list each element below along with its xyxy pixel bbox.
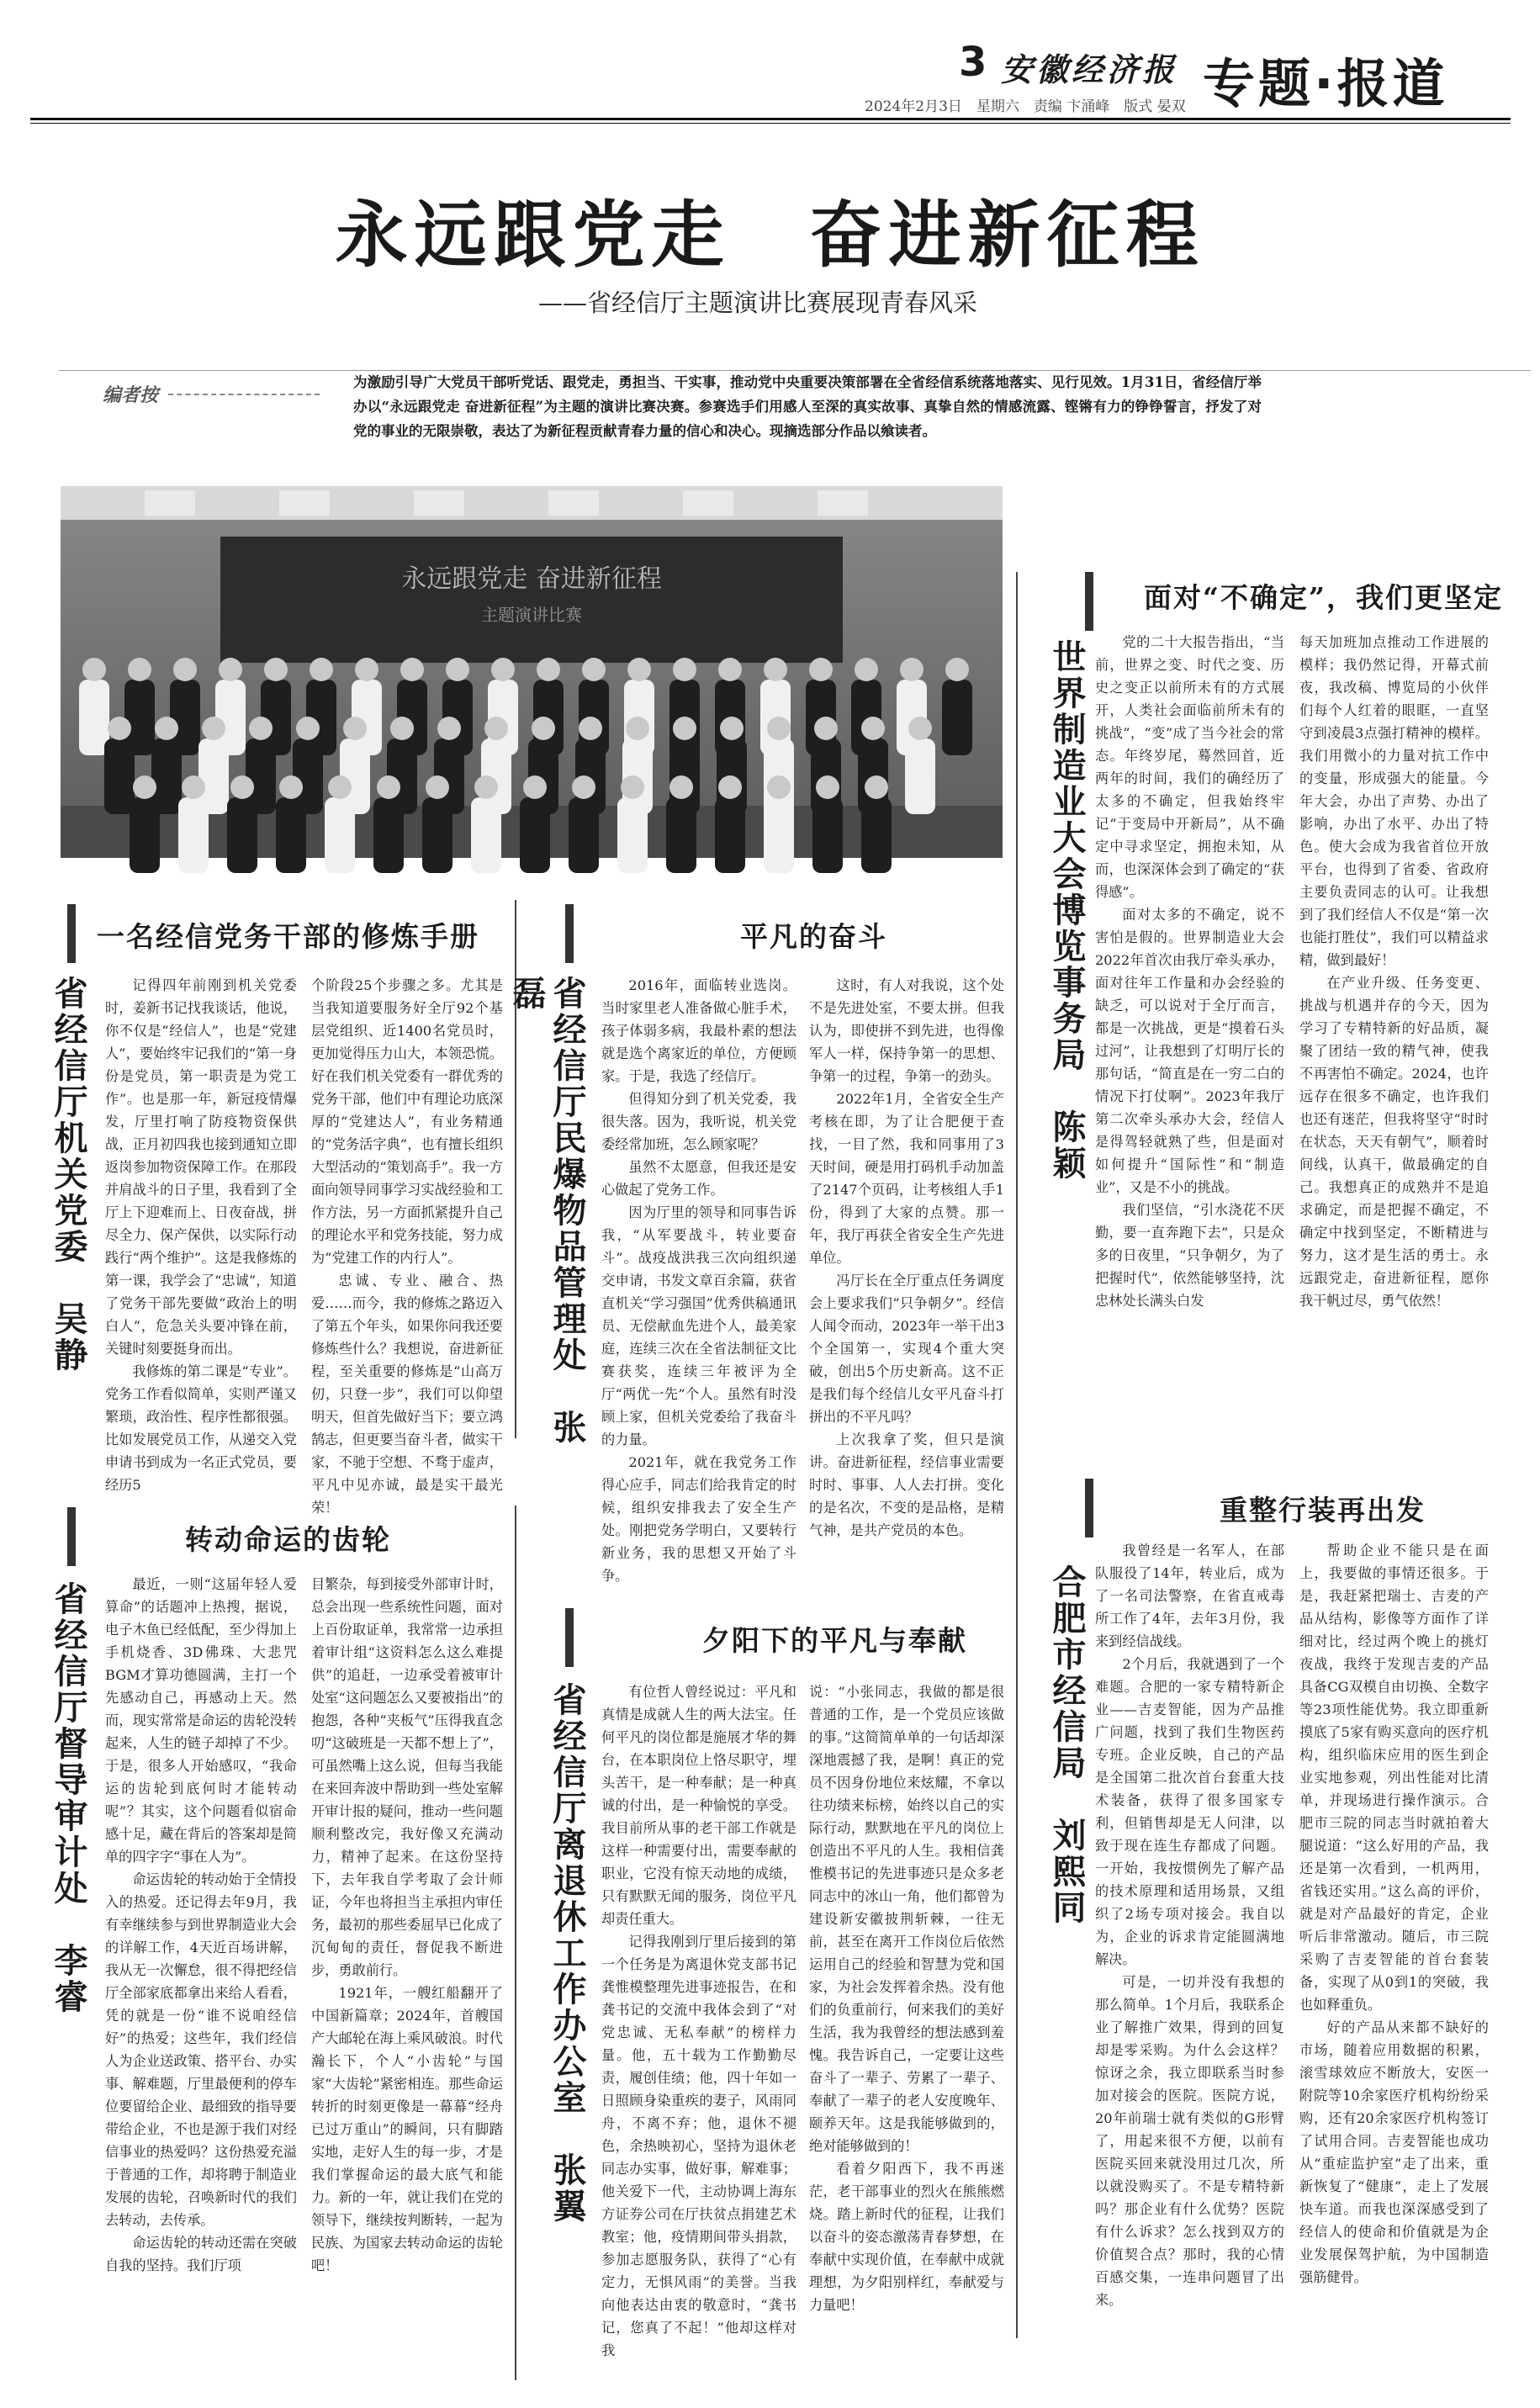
person-head (437, 717, 461, 740)
person-body (422, 797, 452, 873)
person-head (202, 717, 225, 740)
article-3-title: 面对“不确定”，我们更坚定 (1144, 581, 1503, 614)
person-head (182, 775, 205, 799)
person-head (718, 658, 742, 681)
header-rule-thin (30, 123, 1511, 124)
person-head (814, 717, 838, 740)
paragraph: 我修炼的第二课是“专业”。党务工作看似简单，实则严谨又繁琐，政治性、程序性都很强。比如发展党员工作，从递交入党申请书到成为一名正式党员，要经历5 (105, 1363, 297, 1493)
person-head (865, 775, 888, 799)
paragraph: 2021年，就在我党务工作得心应手，同志们给我肯定的时候，组织安排我去了安全生产处。刚把党务学明白，又要转行新业务，我的思想又开始了斗争。 (601, 1454, 796, 1584)
article-3-marker (1085, 572, 1093, 631)
person-head (377, 775, 400, 799)
editor-note-tag: 编者按 (103, 384, 159, 406)
paragraph: 但得知分到了机关党委，我很失落。因为，我听说，机关党委经常加班，怎么顾家呢？ (601, 1091, 796, 1152)
person-head (673, 717, 696, 740)
paragraph: 上次我拿了奖，但只是演讲。奋进新征程，经信事业需要时时、事事、人人去打拼。变化的是名次，不变的是品格，是精气神，是共产党员的本色。 (809, 1432, 1004, 1538)
person-head (720, 717, 744, 740)
person-head (809, 658, 833, 681)
person-head (82, 658, 106, 681)
person-head (328, 775, 352, 799)
paragraph: 记得四年前刚到机关党委时，姜新书记找我谈话，他说，你不仅是“经信人”，也是“党建人”，要始终牢记我们的“第一身份是党员，第一职责是为党工作”。也是那一年，新冠疫情爆发，厅里打响了防疫物资保供战，正月初四我也接到通知立即返岗参加物资保障工作。在那段并肩战斗的日子里，我看到了全厅上下迎难而上、日夜奋战，拼尽全力、保产保供，以实际行动践行“两个维护”。这是我修炼的第一课，我学会了“忠诚”，知道了党务干部先要做“政治上的明白人”，危急关头要冲锋在前，关键时刻要挺身而出。 (105, 977, 297, 1357)
article-6-col-1 (1095, 1539, 1284, 2380)
person-head (627, 658, 651, 681)
person-head (908, 717, 932, 740)
article-6-author: 合肥市经信局 刘熙同 (1047, 1564, 1087, 1926)
person-head (767, 717, 791, 740)
person-head (579, 717, 602, 740)
article-1-marker (67, 904, 76, 963)
person-head (355, 658, 378, 681)
person-body (666, 797, 696, 873)
banner-text: 永远跟党走 奋进新征程 (401, 564, 662, 594)
person-head (532, 717, 555, 740)
article-3-col-2 (1299, 631, 1489, 1455)
article-4-col-1 (105, 1573, 297, 2380)
person-body (325, 797, 355, 873)
paragraph: 1921年，一艘红船翻开了中国新篇章；2024年，首艘国产大邮轮在海上乘风破浪。时代瀚长下，个人“小齿轮”与国家“大齿轮”紧密相连。那些命运转折的时刻更像是一幕幕“经舟已过万重山”的瞬间，只有脚踏实地，走好人生的每一步，才是我们掌握命运的最大底气和能力。新的一年，就让我们在党的领导下，继续按判断转，一起为民族、为国家去转动命运的齿轮吧！ (311, 1985, 503, 2273)
person-body (104, 738, 135, 814)
paragraph: 因为厅里的领导和同事告诉我，“从军要战斗，转业要奋斗”。战疫战洪我三次向组织递交申请，书发文章百余篇，获省直机关“学习强国”优秀供稿通讯员、无偿献血先进个人，最美家庭，连续三次在全省法制征文比赛获奖，连续三年被评为全厅“两优一先”个人。虽然有时没顾上家，但机关党委给了我奋斗的力量。 (601, 1204, 796, 1447)
person-head (155, 717, 178, 740)
person-head (572, 775, 595, 799)
article-2-title: 平凡的奋斗 (740, 920, 887, 953)
paragraph: 好的产品从来都不缺好的市场，随着应用数据的积累，滚雪球效应不断放大，安医一附院等10余家医疗机构纷纷采购，还有20余家医疗机构签订了试用合同。吉麦智能也成功从“重症监护室”走了出来，重新恢复了“健康”，走上了发展快车道。而我也深深感受到了经信人的使命和价值就是为企业发展保驾护航，为中国制造强筋健骨。 (1299, 2019, 1489, 2285)
article-2-col-2 (809, 974, 1004, 1538)
person-head (279, 775, 303, 799)
paragraph: 这时，有人对我说，这个处不是先进处室，不要太拼。但我认为，即使拼不到先进，也得像军人一样，保持争第一的思想、争第一的过程，争第一的劲头。 (809, 977, 1004, 1084)
article-4-title: 转动命运的齿轮 (185, 1523, 391, 1556)
article-4-author: 省经信厅督导审计处 李睿 (49, 1581, 88, 2015)
editor-note-text: 为激励引导广大党员干部听党话、跟党走，勇担当、干实事，推动党中央重要决策部署在全省经信系统落地落实、见行见效。1月31日，省经信厅举办以“永远跟党走 奋进新征程”为主题的演讲比赛决赛。参赛选手们用感人至深的真实故事、真挚自然的情感流露、铿锵有力的铮铮誓言，抒发了对党的事业的无限崇敬，表达了为新征程贡献青春力量的信心和决心。现摘选部分作品以飨读者。 (353, 374, 1262, 439)
paragraph: 命运齿轮的转动还需在突破自我的坚持。我们厅项 (105, 2235, 297, 2273)
person-head (133, 775, 156, 799)
person-head (484, 717, 508, 740)
person-head (669, 775, 693, 799)
paper-name: 安徽经济报 (1001, 50, 1178, 88)
person-body (79, 680, 109, 755)
person-body (227, 797, 257, 873)
person-head (249, 717, 273, 740)
person-head (219, 658, 242, 681)
paragraph: 帮助企业不能只是在面上，我要做的事情还很多。于是，我赶紧把瑞士、吉麦的产品从结构，影像等方面作了详细对比，经过两个晚上的挑灯夜战，我终于发现吉麦的产品具备CG双模自由切换、全数字等23项性能优势。我立即重新摸底了5家有购买意向的医疗机构，组织临床应用的医生到企业实地参观，列出性能对比清单，并现场进行操作演示。合肥市三院的同志当时就拍着大腿说道：“这么好用的产品，我还是第一次看到，一机两用，省钱还实用。”这么高的评价，就是对产品最好的肯定，企业听后非常激动。随后，市三院采购了吉麦智能的首台套装备，实现了从0到1的突破，我也如释重负。 (1299, 1543, 1489, 2013)
article-6-col-2 (1299, 1539, 1489, 2380)
person-head (491, 658, 515, 681)
paragraph: 看着夕阳西下，我不再迷茫，老干部事业的烈火在熊熊燃烧。踏上新时代的征程，让我们以奋斗的姿态激荡青春梦想，在奉献中实现价值，在奉献中成就理想，为夕阳别样红，奉献爱与力量吧！ (809, 2161, 1004, 2313)
paragraph: 党的二十大报告指出，“当前，世界之变、时代之变、历史之变正以前所未有的方式展开，人类社会面临前所未有的挑战”，“变”成了当今社会的常态。年终岁尾，蓦然回首，近两年的时间，我们的确经历了太多的不确定，但我始终牢记“于变局中开新局”，从不确定中寻求坚定，拥抱未知，从而，也深深体会到了确定的“获得感”。 (1095, 634, 1284, 900)
person-head (582, 658, 606, 681)
person-body (130, 797, 160, 873)
person-body (276, 797, 306, 873)
person-body (520, 797, 550, 873)
person-head (128, 658, 151, 681)
section-title: 专题·报道 (1203, 53, 1448, 114)
article-1-col-2 (311, 974, 503, 1516)
article-5-marker (565, 1608, 574, 1667)
page-number: 3 (959, 39, 987, 86)
person-body (812, 797, 843, 873)
person-body (471, 797, 501, 873)
person-head (108, 717, 131, 740)
person-head (390, 717, 414, 740)
person-body (905, 738, 935, 814)
paragraph: 有位哲人曾经说过：平凡和真情是成就人生的两大法宝。任何平凡的岗位都是施展才华的舞台，在本职岗位上恪尽职守，埋头苦干，是一种奉献；是一种真诚的付出，是一种愉悦的享受。我目前所从事的老干部工作就是这样一种需要付出，需要奉献的职业，它没有惊天动地的成绩，只有默默无闻的服务，岗位平凡却责任重大。 (601, 1684, 796, 1927)
article-3-author: 世界制造业大会博览事务局 陈颖 (1047, 639, 1087, 1182)
paragraph: 虽然不太愿意，但我还是安心做起了党务工作。 (601, 1159, 796, 1198)
paragraph: 面对太多的不确定，说不害怕是假的。世界制造业大会2022年首次由我厅牵头承办，面对往年工作量和办会经验的缺乏，可以说对于全厅而言，都是一次挑战，更是“摸着石头过河”，让我想到了灯明厅长的那句话，“简直是在一穷二白的情况下打仗啊”。2023年我厅第二次牵头承办大会，经信人是得驾轻就熟了些，但是面对如何提升“国际性”和“制造业”，又是不小的挑战。 (1095, 907, 1284, 1195)
paragraph: 2016年，面临转业选岗。当时家里老人准备做心脏手术，孩子体弱多病，我最朴素的想法就是选个离家近的单位，方便顾家。于是，我选了经信厅。 (601, 977, 796, 1084)
person-body (715, 797, 745, 873)
person-head (474, 775, 498, 799)
person-head (855, 658, 878, 681)
paragraph: 目繁杂，每到接受外部审计时，总会出现一些系统性问题，面对上百份取证单，我常常一边承担着审计组“这资料怎么这么难提供”的追赶，一边承受着被审计处室“这问题怎么又要被指出”的抱怨，各种“夹板气”压得我直念叨“这破班是一天都不想上了”，可虽然嘴上这么说，但每当我能在来回奔波中帮助到一些处室解开审计报的疑问，推动一些问题顺利整改完，我好像又充满动力，精神了起来。在这份坚持下，去年我自学考取了会计师证，今年也将担当主承担内审任务，最初的那些委屈早已化成了沉甸甸的责任，督促我不断进步，勇敢前行。 (311, 1576, 503, 1978)
paragraph: 我们坚信，“引水浇花不厌勤，要一直奔跑下去”，只是众多的日夜里，“只争朝夕，为了把握时代”，依然能够坚持，沈忠林处长满头白发 (1095, 1202, 1284, 1309)
paragraph: 2个月后，我就遇到了一个难题。合肥的一家专精特新企业——吉麦智能，因为产品推广问题，找到了我们生物医药专班。企业反映，自己的产品是全国第二批次首台套重大技术装备，获得了很多国家专利，但销售却是无人问津，以致于现在连生存都成了问题。一开始，我按惯例先了解产品的技术原理和适用场景，又组织了2场专项对接会。我自以为，企业的诉求肯定能圆满地解决。 (1095, 1656, 1284, 1967)
person-body (178, 797, 209, 873)
person-head (296, 717, 320, 740)
paragraph: 每天加班加点推动工作进展的模样；我仍然记得，开幕式前夜，我改稿、博览局的小伙伴们每个人红着的眼眶，一直坚守到凌晨3点强打精神的模样。我们用微小的力量对抗工作中的变量，形成强大的能量。今年大会，办出了声势、办出了影响，办出了水平、办出了特色。使大会成为我省首位开放平台，也得到了省委、省政府主要负责同志的认可。让我想到了我们经信人不仅是“第一次也能打胜仗”，我们可以精益求精，做到最好！ (1299, 634, 1489, 968)
paragraph: 冯厅长在全厅重点任务调度会上要求我们“只争朝夕”。经信人闻令而动，2023年一举干出3个全国第一，实现4个重大突破，创出5个历史新高。这不正是我们每个经信儿女平凡奋斗打拼出的不平凡吗？ (809, 1273, 1004, 1425)
person-head (945, 658, 969, 681)
person-head (861, 717, 885, 740)
article-4-marker (67, 1507, 76, 1566)
paragraph: 我曾经是一名军人，在部队服役了14年，转业后，成为了一名司法警察，在省直戒毒所工作了4年，去年3月份，我来到经信战线。 (1095, 1543, 1284, 1649)
article-4-col-2 (311, 1573, 503, 2380)
article-5-col-1 (601, 1680, 796, 2379)
person-head (310, 658, 333, 681)
paragraph: 可是，一切并没有我想的那么简单。1个月后，我联系企业了解推广效果，得到的回复却是零采购。为什么会这样？惊讶之余，我立即联系当时参加对接会的医院。医院方说，20年前瑞士就有类似的G形臂了，用起来很不方便，以前有医院买回来就没用过几次，所以就没购买了。不是专精特新吗？那企业有什么优势？医院有什么诉求？怎么找到双方的价值契合点？那时，我的心情百感交集，一连串问题冒了出来。 (1095, 1974, 1284, 2308)
person-head (626, 717, 649, 740)
person-head (537, 658, 560, 681)
article-5-author: 省经信厅离退休工作办公室 张翼 (548, 1682, 587, 2225)
article-1-title: 一名经信党务干部的修炼手册 (97, 920, 479, 953)
paragraph: 2022年1月，全省安全生产考核在即，为了让合肥便于查找，一目了然，我和同事用了3天时间，硬是用打码机手动加盖了2147个页码，让考核组人手1份，得到了大家的点赞。那一年，我厅再获全省安全生产先进单位。 (809, 1091, 1004, 1266)
person-head (426, 775, 449, 799)
paragraph: 记得我刚到厅里后接到的第一个任务是为离退休党支部书记龚惟模整理先进事迹报告，在和龚书记的交流中我体会到了“对党忠诚、无私奉献”的榜样力量。他，五十载为工作勤勤尽责，履创佳绩；他，四十年如一日照顾身染重疾的妻子，风雨同舟，不离不弃；他，退休不褪色，余热映初心，坚持为退休老同志办实事，做好事，解难事；他关爱下一代，主动协调上海东方证券公司在厅扶贫点捐建艺术教室；他，疫情期间带头捐款，参加志愿服务队，获得了“心有定力，无惧风雨”的美誉。当我向他表达由衷的敬意时，“龚书记，您真了不起！”他却这样对我 (601, 1934, 796, 2358)
column-divider (515, 1506, 516, 2380)
person-head (718, 775, 742, 799)
person-body (373, 797, 404, 873)
article-5-title: 夕阳下的平凡与奉献 (702, 1624, 967, 1657)
person-body (617, 797, 648, 873)
person-head (400, 658, 424, 681)
person-body (764, 797, 794, 873)
article-2-marker (565, 904, 574, 963)
person-body (942, 680, 972, 755)
paragraph: 在产业升级、任务变更、挑战与机遇并存的今天，因为学习了专精特新的好品质，凝聚了团结一致的精气神，使我不再害怕不确定。2024，也许远存在很多不确定，也许我们也还有迷茫，但我将坚守“时时在状态，天天有朝气”，顺着时间线，认真干，做最确定的自己。我想真正的成熟并不是追求确定，而是把握不确定，不确定中找到坚定，不断精进与努力，这才是生活的勇士。永远跟党走，奋进新征程，愿你我干帆过尽，勇气依然！ (1299, 975, 1489, 1309)
person-head (523, 775, 547, 799)
person-head (343, 717, 367, 740)
date-line: 2024年2月3日 星期六 责编 卞涌峰 版式 晏双 (865, 98, 1186, 115)
paragraph: 忠诚、专业、融合、热爱……而今，我的修炼之路迈入了第五个年头，如果你问我还要修炼些什么？我想说，奋进新征程，至关重要的修炼是“山高万仞，只登一步”，我们可以仰望明天，但首先做好当下；要立鸿鹄志，但更要当奋斗者，做实干家，不驰于空想、不骛于虚声，平凡中见亦诚，最是实干最光荣！ (311, 1273, 503, 1516)
person-head (446, 658, 469, 681)
article-3-col-1 (1095, 631, 1284, 1455)
person-head (173, 658, 197, 681)
article-5-col-2 (809, 1680, 1004, 2379)
person-head (767, 775, 791, 799)
article-2-col-1 (601, 974, 796, 1584)
person-head (264, 658, 288, 681)
paragraph: 命运齿轮的转动始于全情投入的热爱。还记得去年9月，我有幸继续参与到世界制造业大会的详解工作，4天近百场讲解，我从无一次懈怠，很不得把经信厅全部家底都拿出来给人看看，凭的就是一份“谁不说咱经信好”的热爱；这些年，我们经信人为企业送政策、搭平台、办实事、解难题，厅里最便利的停车位要留给企业、最细致的指导要带给企业，不也是源于我们对经信事业的热爱吗？这份热爱充溢于普通的工作，却将聘于制造业发展的齿轮，召唤新时代的我们去转动，去传承。 (105, 1871, 297, 2228)
article-6-marker (1085, 1479, 1093, 1537)
headline-subtitle: ——省经信厅主题演讲比赛展现青春风采 (538, 288, 978, 317)
person-body (861, 797, 892, 873)
person-head (764, 658, 787, 681)
article-1-col-1 (105, 974, 297, 1493)
editor-note-divider (168, 394, 320, 395)
paragraph: 最近，一则“这届年轻人爱算命”的话题冲上热搜，据说，电子木鱼已经低配，至少得加上手机烧香、3D佛珠、大悲咒BGM才算功德圆满，主打一个先感动自己，再感动上天。然而，现实常常是命运的齿轮没转起来，人生的链子却掉了不少。于是，很多人开始感叹，“我命运的齿轮到底何时才能转动呢”？其实，这个问题看似宿命感十足，藏在背后的答案却是简单的四字字“事在人为”。 (105, 1576, 297, 1865)
header-rule (30, 118, 1511, 120)
article-2-author: 省经信厅民爆物品管理处 张磊 (507, 976, 587, 1446)
person-head (230, 775, 254, 799)
column-divider (1016, 572, 1018, 2338)
paragraph: 个阶段25个步骤之多。尤其是当我知道要服务好全厅92个基层党组织、近1400名党员时，更加觉得压力山大，本领恐慌。好在我们机关党委有一群优秀的党务干部，他们中有理论功底深厚的“党建达人”，有业务精通的“党务活字典”，也有擅长组织大型活动的“策划高手”。我一方面向领导同事学习实战经验和工作方法，另一方面抓紧提升自己的理论水平和党务技能，努力成为“党建工作的内行人”。 (311, 977, 503, 1266)
person-head (900, 658, 923, 681)
person-head (816, 775, 839, 799)
group-photo (61, 486, 1003, 858)
person-head (673, 658, 696, 681)
group-photo-image (61, 486, 1003, 858)
paragraph: 说：“小张同志，我做的都是很普通的工作，是一个党员应该做的事。”这简简单单的一句话却深深地震撼了我，是啊！真正的党员不因身份地位来炫耀，不拿以往功绩来标榜，始终以自己的实际行动，默默地在平凡的岗位上创造出不平凡的人生。我相信龚惟模书记的先进事迹只是众多老同志中的冰山一角，他们都曾为建设新安徽披荆斩棘，一往无前，甚至在离开工作岗位后依然运用自己的经验和智慧为党和国家，为社会发挥着余热。没有他们的负重前行，何来我们的美好生活，我为我曾经的想法感到羞愧。我告诉自己，一定要让这些奋斗了一辈子、劳累了一辈子、奉献了一辈子的老人安度晚年、颐养天年。这是我能够做到的，绝对能够做到的！ (809, 1684, 1004, 2154)
banner-subtext: 主题演讲比赛 (481, 605, 582, 625)
article-1-author: 省经信厅机关党委 吴静 (49, 976, 88, 1373)
headline-title: 永远跟党走 奋进新征程 (335, 193, 1205, 278)
article-6-title: 重整行装再出发 (1220, 1494, 1426, 1527)
person-body (569, 797, 599, 873)
person-head (621, 775, 644, 799)
